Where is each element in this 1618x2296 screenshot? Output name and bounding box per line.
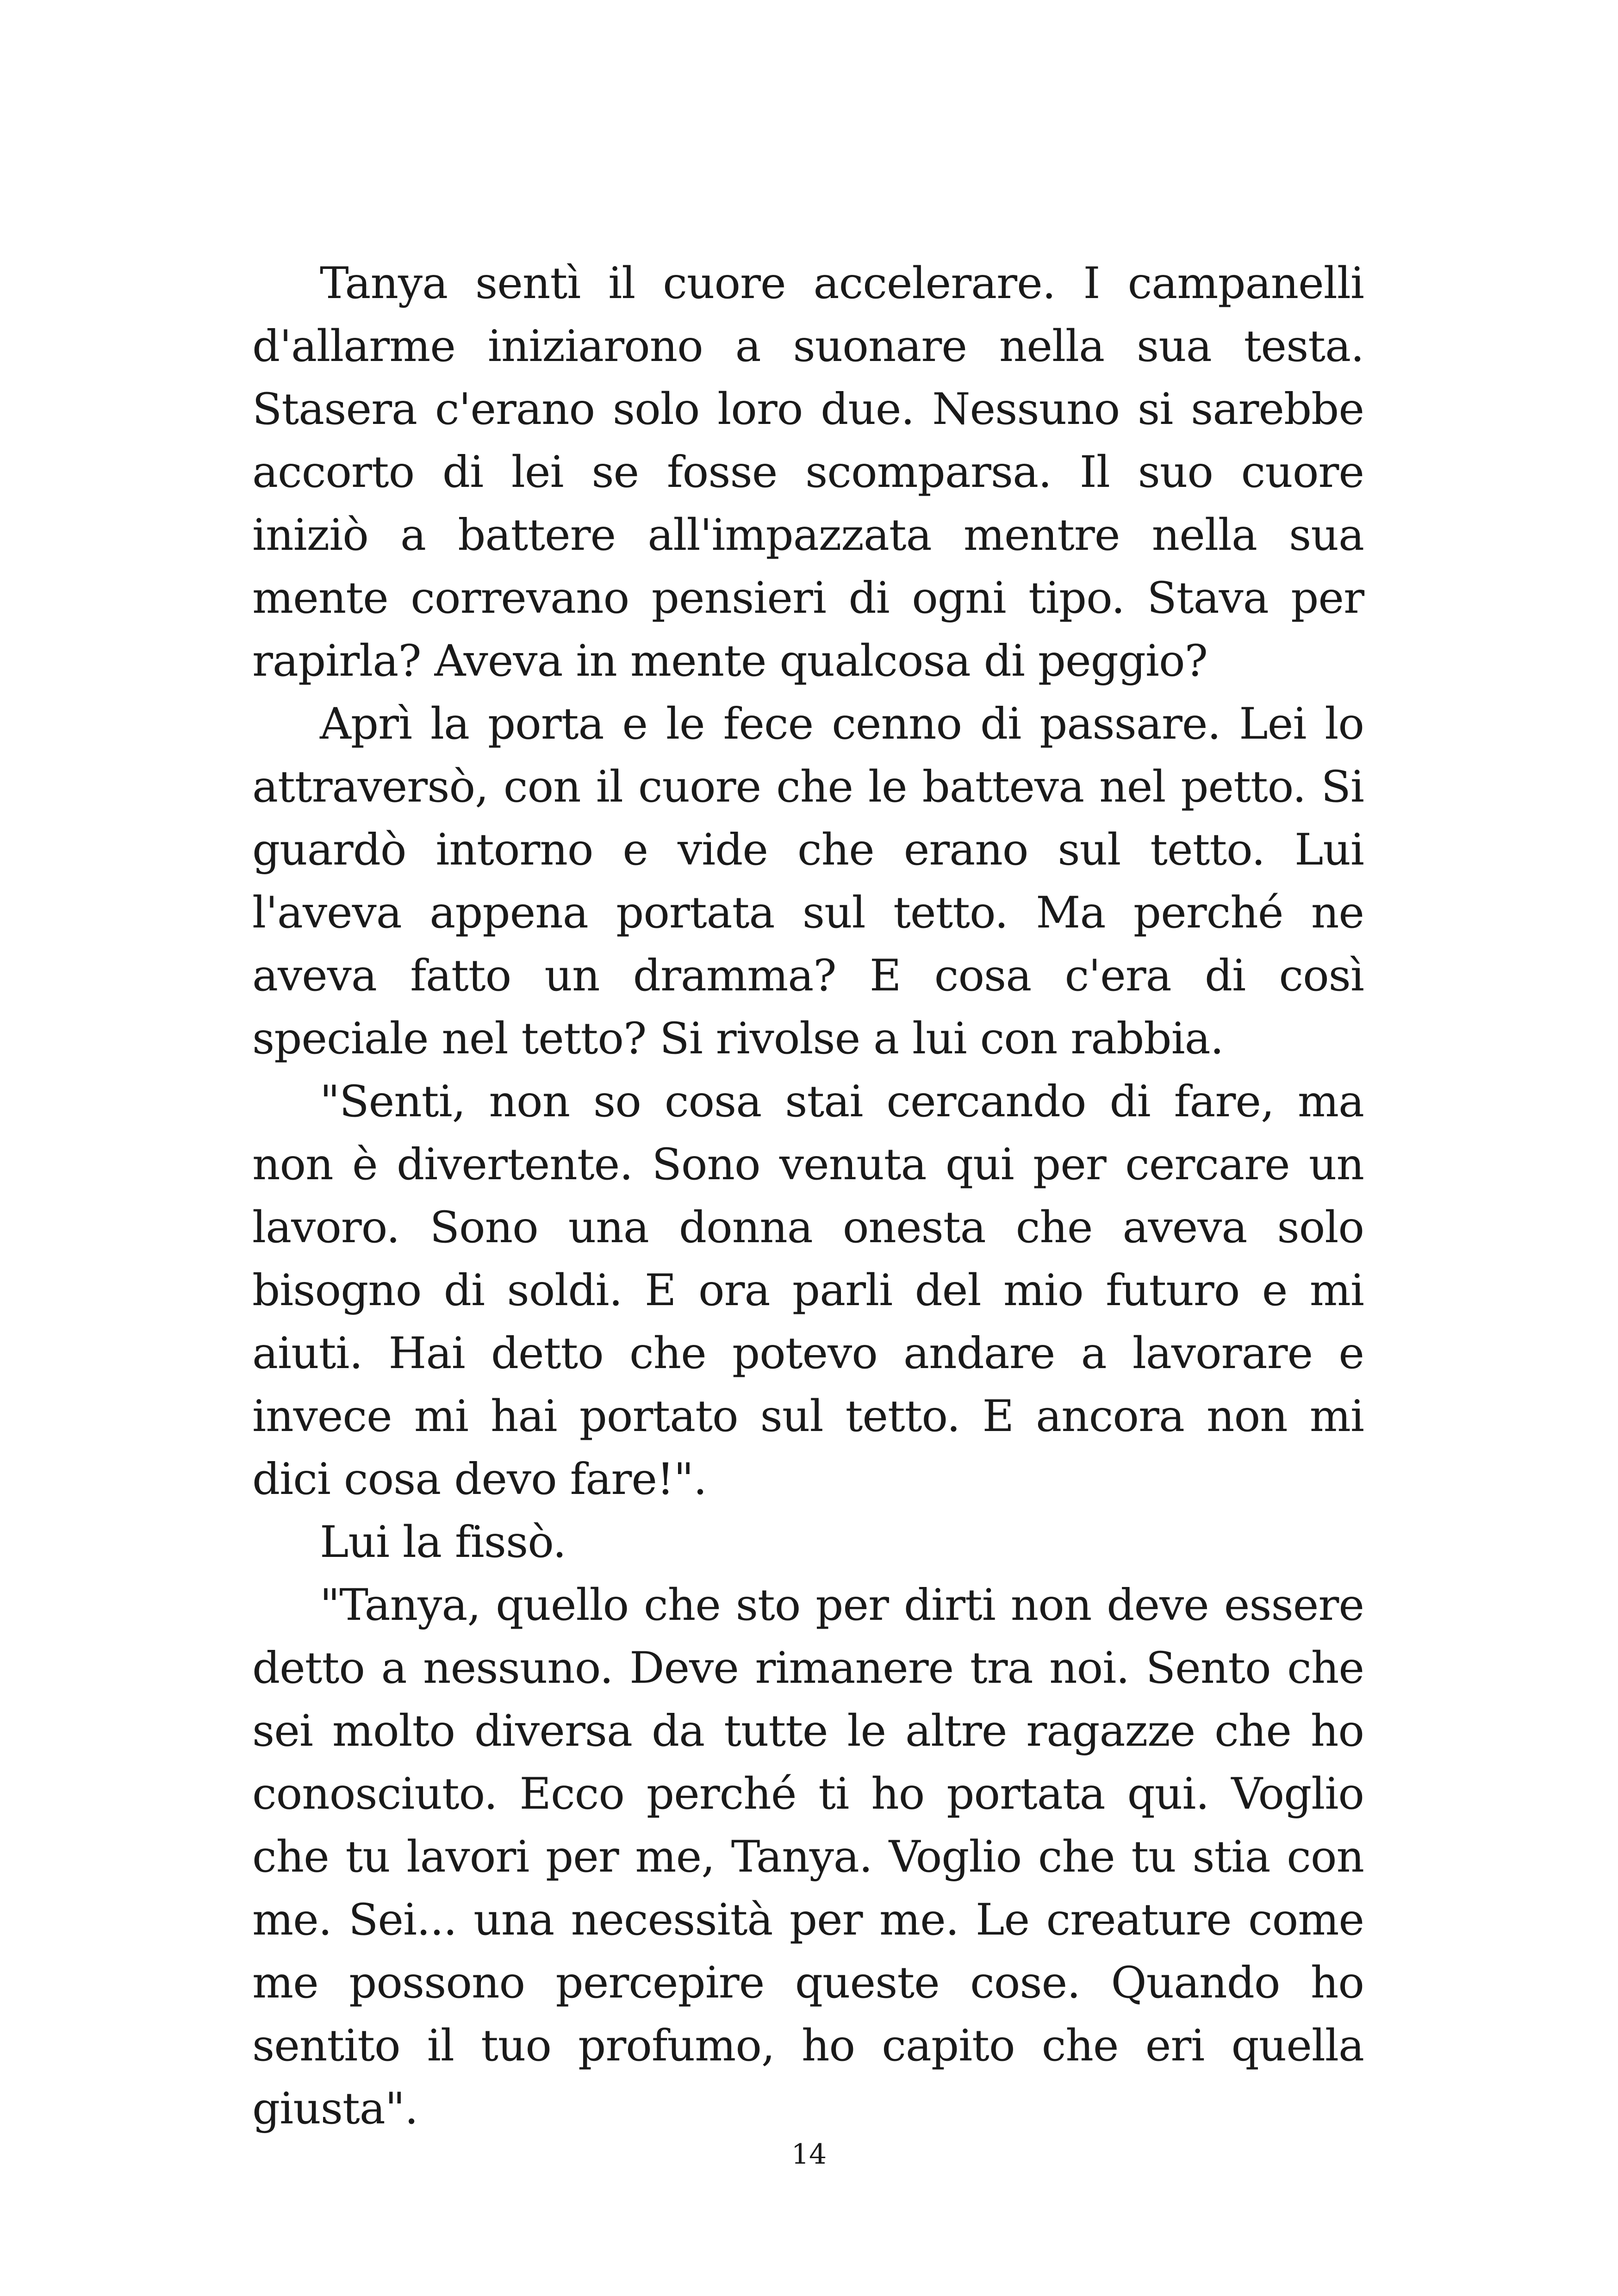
- body-text: [252, 252, 1364, 2140]
- paragraph-1: Tanya sentì il cuore accelerare. I campanelli d'allarme iniziarono a suonare nella sua testa. Stasera c'erano solo loro due. Nessuno si sarebbe accorto di lei se fosse scomparsa. Il suo cuore iniziò a battere all'impazzata mentre nella sua mente correvano pensieri di ogni tipo. Stava per rapirla? Aveva in mente qualcosa di peggio?: [252, 258, 1364, 686]
- paragraph-3: "Senti, non so cosa stai cercando di fare, ma non è divertente. Sono venuta qui per cercare un lavoro. Sono una donna onesta che aveva solo bisogno di soldi. E ora parli del mio futuro e mi aiuti. Hai detto che potevo andare a lavorare e invece mi hai portato sul tetto. E ancora non mi dici cosa devo fare!".: [252, 1076, 1364, 1505]
- paragraph-2: Aprì la porta e le fece cenno di passare. Lei lo attraversò, con il cuore che le batteva nel petto. Si guardò intorno e vide che erano sul tetto. Lui l'aveva appena portata sul tetto. Ma perché ne aveva fatto un dramma? E cosa c'era di così speciale nel tetto? Si rivolse a lui con rabbia.: [252, 699, 1364, 1064]
- page-number: 14: [791, 2138, 827, 2171]
- paragraph-4: Lui la fissò.: [320, 1517, 566, 1568]
- paragraph-5: "Tanya, quello che sto per dirti non deve essere detto a nessuno. Deve rimanere tra noi. Sento che sei molto diversa da tutte le altre ragazze che ho conosciuto. Ecco perché ti ho portata qui. Voglio che tu lavori per me, Tanya. Voglio che tu stia con me. Sei... una necessità per me. Le creature come me possono percepire queste cose. Quando ho sentito il tuo profumo, ho capito che eri quella giusta".: [252, 1580, 1364, 2134]
